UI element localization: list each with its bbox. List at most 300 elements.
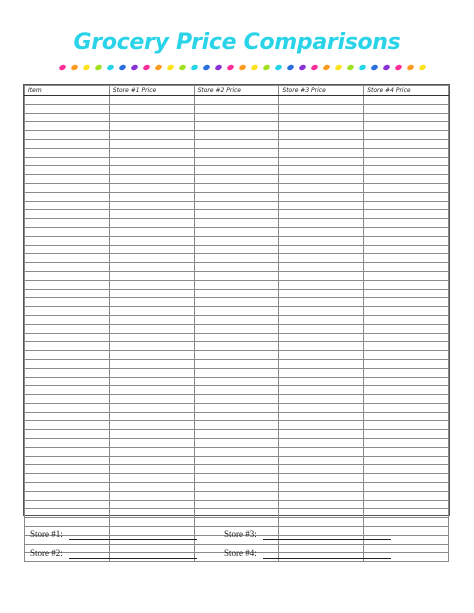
table-cell[interactable]: [279, 227, 364, 236]
table-cell[interactable]: [279, 157, 364, 166]
table-cell[interactable]: [194, 96, 279, 105]
table-cell[interactable]: [364, 518, 449, 527]
table-cell[interactable]: [364, 465, 449, 474]
table-cell[interactable]: [25, 518, 110, 527]
table-cell[interactable]: [25, 245, 110, 254]
table-cell[interactable]: [279, 307, 364, 316]
decorative-dot: [142, 64, 150, 71]
table-cell[interactable]: [279, 456, 364, 465]
table-cell[interactable]: [364, 333, 449, 342]
table-cell[interactable]: [194, 386, 279, 395]
table-cell[interactable]: [109, 104, 194, 113]
table-cell[interactable]: [364, 201, 449, 210]
table-cell[interactable]: [364, 430, 449, 439]
table-cell[interactable]: [364, 412, 449, 421]
column-header-store1-price: Store #1 Price: [109, 86, 194, 96]
table-cell[interactable]: [25, 227, 110, 236]
table-cell[interactable]: [194, 324, 279, 333]
table-cell[interactable]: [364, 377, 449, 386]
table-cell[interactable]: [25, 148, 110, 157]
table-cell[interactable]: [279, 518, 364, 527]
table-cell[interactable]: [364, 447, 449, 456]
table-cell[interactable]: [109, 307, 194, 316]
table-cell[interactable]: [194, 403, 279, 412]
table-cell[interactable]: [279, 166, 364, 175]
table-cell[interactable]: [279, 245, 364, 254]
table-cell[interactable]: [194, 254, 279, 263]
table-cell[interactable]: [364, 324, 449, 333]
table-cell[interactable]: [25, 403, 110, 412]
table-cell[interactable]: [279, 122, 364, 131]
table-cell[interactable]: [109, 236, 194, 245]
table-cell[interactable]: [25, 483, 110, 492]
table-cell[interactable]: [109, 96, 194, 105]
table-cell[interactable]: [194, 236, 279, 245]
table-cell[interactable]: [194, 421, 279, 430]
decorative-dot: [202, 64, 210, 71]
table-cell[interactable]: [109, 386, 194, 395]
table-cell[interactable]: [364, 96, 449, 105]
table-cell[interactable]: [279, 491, 364, 500]
table-cell[interactable]: [364, 509, 449, 518]
table-cell[interactable]: [194, 351, 279, 360]
table-cell[interactable]: [109, 403, 194, 412]
table-cell[interactable]: [279, 139, 364, 148]
table-cell[interactable]: [109, 412, 194, 421]
table-cell[interactable]: [109, 113, 194, 122]
table-cell[interactable]: [25, 254, 110, 263]
table-cell[interactable]: [109, 315, 194, 324]
table-cell[interactable]: [194, 491, 279, 500]
table-cell[interactable]: [25, 439, 110, 448]
table-cell[interactable]: [109, 483, 194, 492]
table-cell[interactable]: [364, 368, 449, 377]
table-cell[interactable]: [194, 500, 279, 509]
table-cell[interactable]: [194, 289, 279, 298]
table-cell[interactable]: [279, 298, 364, 307]
table-cell[interactable]: [25, 166, 110, 175]
table-cell[interactable]: [109, 368, 194, 377]
column-header-store4-price: Store #4 Price: [364, 86, 449, 96]
table-row: [25, 359, 449, 368]
table-cell[interactable]: [25, 395, 110, 404]
table-cell[interactable]: [109, 359, 194, 368]
table-cell[interactable]: [279, 447, 364, 456]
table-cell[interactable]: [364, 456, 449, 465]
table-cell[interactable]: [279, 183, 364, 192]
table-cell[interactable]: [279, 113, 364, 122]
table-cell[interactable]: [279, 421, 364, 430]
table-cell[interactable]: [194, 368, 279, 377]
table-cell[interactable]: [25, 359, 110, 368]
table-row: [25, 421, 449, 430]
table-cell[interactable]: [279, 439, 364, 448]
table-cell[interactable]: [364, 148, 449, 157]
table-row: [25, 368, 449, 377]
table-cell[interactable]: [364, 139, 449, 148]
table-cell[interactable]: [25, 456, 110, 465]
table-cell[interactable]: [25, 122, 110, 131]
table-cell[interactable]: [109, 491, 194, 500]
table-cell[interactable]: [109, 227, 194, 236]
table-cell[interactable]: [279, 395, 364, 404]
table-cell[interactable]: [364, 192, 449, 201]
table-cell[interactable]: [194, 219, 279, 228]
table-cell[interactable]: [194, 395, 279, 404]
table-cell[interactable]: [109, 148, 194, 157]
table-cell[interactable]: [25, 377, 110, 386]
table-cell[interactable]: [109, 183, 194, 192]
table-cell[interactable]: [194, 139, 279, 148]
table-row: [25, 227, 449, 236]
table-cell[interactable]: [194, 359, 279, 368]
table-cell[interactable]: [279, 131, 364, 140]
decorative-dot: [250, 64, 258, 71]
table-cell[interactable]: [25, 157, 110, 166]
table-cell[interactable]: [364, 474, 449, 483]
table-row: [25, 491, 449, 500]
table-row: [25, 210, 449, 219]
table-cell[interactable]: [194, 518, 279, 527]
store1-field: [30, 528, 197, 540]
table-cell[interactable]: [109, 351, 194, 360]
table-cell[interactable]: [194, 245, 279, 254]
table-cell[interactable]: [279, 289, 364, 298]
table-cell[interactable]: [364, 289, 449, 298]
table-cell[interactable]: [364, 236, 449, 245]
table-cell[interactable]: [364, 113, 449, 122]
store4-blank-line[interactable]: [263, 549, 391, 559]
table-row: [25, 192, 449, 201]
table-cell[interactable]: [279, 315, 364, 324]
table-cell[interactable]: [25, 280, 110, 289]
table-cell[interactable]: [25, 324, 110, 333]
table-cell[interactable]: [109, 518, 194, 527]
table-row: [25, 483, 449, 492]
column-header-store2-price: Store #2 Price: [194, 86, 279, 96]
decorative-dot: [346, 64, 354, 71]
table-cell[interactable]: [25, 412, 110, 421]
table-cell[interactable]: [109, 280, 194, 289]
table-row: [25, 148, 449, 157]
table-cell[interactable]: [194, 148, 279, 157]
table-cell[interactable]: [109, 395, 194, 404]
decorative-dot: [106, 64, 114, 71]
table-row: [25, 509, 449, 518]
table-cell[interactable]: [194, 157, 279, 166]
table-cell[interactable]: [364, 210, 449, 219]
table-cell[interactable]: [194, 483, 279, 492]
table-cell[interactable]: [109, 201, 194, 210]
table-cell[interactable]: [109, 166, 194, 175]
table-cell[interactable]: [25, 474, 110, 483]
table-cell[interactable]: [194, 183, 279, 192]
table-cell[interactable]: [279, 280, 364, 289]
table-cell[interactable]: [194, 122, 279, 131]
store2-blank-line[interactable]: [69, 549, 197, 559]
table-cell[interactable]: [25, 271, 110, 280]
table-cell[interactable]: [25, 175, 110, 184]
table-cell[interactable]: [109, 175, 194, 184]
table-cell[interactable]: [109, 500, 194, 509]
table-cell[interactable]: [279, 509, 364, 518]
table-cell[interactable]: [194, 263, 279, 272]
store3-blank-line[interactable]: [263, 530, 391, 540]
table-cell[interactable]: [25, 201, 110, 210]
table-cell[interactable]: [25, 113, 110, 122]
table-cell[interactable]: [109, 465, 194, 474]
table-row: [25, 139, 449, 148]
table-row: [25, 201, 449, 210]
table-cell[interactable]: [279, 219, 364, 228]
table-cell[interactable]: [109, 456, 194, 465]
table-cell[interactable]: [279, 403, 364, 412]
table-cell[interactable]: [109, 333, 194, 342]
table-cell[interactable]: [109, 430, 194, 439]
table-cell[interactable]: [364, 227, 449, 236]
price-comparison-sheet: [23, 84, 450, 516]
table-cell[interactable]: [279, 210, 364, 219]
table-cell[interactable]: [364, 104, 449, 113]
table-cell[interactable]: [25, 386, 110, 395]
table-cell[interactable]: [194, 280, 279, 289]
table-cell[interactable]: [25, 500, 110, 509]
decorative-dot: [358, 64, 366, 71]
table-cell[interactable]: [25, 465, 110, 474]
table-cell[interactable]: [109, 131, 194, 140]
table-cell[interactable]: [194, 227, 279, 236]
decorative-dot: [118, 64, 126, 71]
table-cell[interactable]: [25, 210, 110, 219]
table-cell[interactable]: [194, 509, 279, 518]
table-cell[interactable]: [279, 324, 364, 333]
table-cell[interactable]: [194, 298, 279, 307]
table-cell[interactable]: [25, 236, 110, 245]
decorative-dot: [166, 64, 174, 71]
table-cell[interactable]: [194, 201, 279, 210]
table-cell[interactable]: [25, 421, 110, 430]
table-cell[interactable]: [364, 131, 449, 140]
table-cell[interactable]: [364, 157, 449, 166]
table-cell[interactable]: [25, 96, 110, 105]
table-cell[interactable]: [364, 351, 449, 360]
table-cell[interactable]: [364, 359, 449, 368]
table-row: [25, 395, 449, 404]
table-row: [25, 342, 449, 351]
table-cell[interactable]: [25, 430, 110, 439]
table-cell[interactable]: [109, 377, 194, 386]
table-cell[interactable]: [364, 395, 449, 404]
table-row: [25, 333, 449, 342]
table-row: [25, 289, 449, 298]
decorative-dot: [214, 64, 222, 71]
table-cell[interactable]: [279, 483, 364, 492]
table-cell[interactable]: [279, 104, 364, 113]
table-cell[interactable]: [25, 333, 110, 342]
table-cell[interactable]: [279, 201, 364, 210]
table-cell[interactable]: [109, 289, 194, 298]
table-cell[interactable]: [194, 333, 279, 342]
table-cell[interactable]: [194, 315, 279, 324]
table-row: [25, 245, 449, 254]
table-cell[interactable]: [364, 439, 449, 448]
decorative-dot: [418, 64, 426, 71]
table-cell[interactable]: [194, 104, 279, 113]
table-cell[interactable]: [364, 219, 449, 228]
table-cell[interactable]: [25, 342, 110, 351]
table-row: [25, 157, 449, 166]
table-cell[interactable]: [194, 342, 279, 351]
table-cell[interactable]: [109, 210, 194, 219]
table-cell[interactable]: [279, 333, 364, 342]
decorative-dot: [178, 64, 186, 71]
table-cell[interactable]: [364, 298, 449, 307]
table-cell[interactable]: [109, 192, 194, 201]
table-cell[interactable]: [279, 236, 364, 245]
table-cell[interactable]: [109, 324, 194, 333]
table-cell[interactable]: [364, 175, 449, 184]
table-cell[interactable]: [279, 148, 364, 157]
table-cell[interactable]: [364, 315, 449, 324]
table-cell[interactable]: [194, 175, 279, 184]
table-cell[interactable]: [194, 113, 279, 122]
table-row: [25, 456, 449, 465]
table-cell[interactable]: [25, 315, 110, 324]
table-cell[interactable]: [364, 403, 449, 412]
table-cell[interactable]: [279, 175, 364, 184]
table-cell[interactable]: [109, 122, 194, 131]
table-cell[interactable]: [25, 192, 110, 201]
table-cell[interactable]: [25, 131, 110, 140]
table-cell[interactable]: [109, 245, 194, 254]
table-cell[interactable]: [364, 280, 449, 289]
table-cell[interactable]: [25, 509, 110, 518]
table-cell[interactable]: [109, 271, 194, 280]
table-cell[interactable]: [194, 474, 279, 483]
table-row: [25, 175, 449, 184]
table-cell[interactable]: [109, 139, 194, 148]
decorative-dot: [382, 64, 390, 71]
table-row: [25, 219, 449, 228]
table-cell[interactable]: [25, 139, 110, 148]
table-cell[interactable]: [364, 483, 449, 492]
table-row: [25, 412, 449, 421]
table-cell[interactable]: [25, 219, 110, 228]
table-cell[interactable]: [364, 263, 449, 272]
table-row: [25, 465, 449, 474]
table-cell[interactable]: [279, 430, 364, 439]
table-cell[interactable]: [364, 166, 449, 175]
table-cell[interactable]: [279, 465, 364, 474]
table-cell[interactable]: [194, 166, 279, 175]
table-cell[interactable]: [194, 447, 279, 456]
table-cell[interactable]: [25, 491, 110, 500]
table-cell[interactable]: [109, 421, 194, 430]
table-cell[interactable]: [364, 307, 449, 316]
table-cell[interactable]: [25, 183, 110, 192]
table-cell[interactable]: [194, 465, 279, 474]
table-cell[interactable]: [109, 342, 194, 351]
table-cell[interactable]: [194, 430, 279, 439]
decorative-dot: [262, 64, 270, 71]
table-cell[interactable]: [109, 157, 194, 166]
table-cell[interactable]: [109, 219, 194, 228]
table-cell[interactable]: [109, 298, 194, 307]
table-cell[interactable]: [25, 307, 110, 316]
table-row: [25, 324, 449, 333]
table-cell[interactable]: [109, 439, 194, 448]
table-cell[interactable]: [194, 377, 279, 386]
table-cell[interactable]: [364, 245, 449, 254]
table-cell[interactable]: [194, 210, 279, 219]
table-cell[interactable]: [25, 263, 110, 272]
table-cell[interactable]: [279, 377, 364, 386]
table-cell[interactable]: [279, 263, 364, 272]
decorative-dot: [70, 64, 78, 71]
table-cell[interactable]: [279, 359, 364, 368]
table-cell[interactable]: [25, 298, 110, 307]
table-cell[interactable]: [279, 254, 364, 263]
table-cell[interactable]: [109, 254, 194, 263]
table-row: [25, 271, 449, 280]
table-cell[interactable]: [364, 491, 449, 500]
decorative-dot: [394, 64, 402, 71]
table-row: [25, 280, 449, 289]
table-cell[interactable]: [25, 447, 110, 456]
column-header-item: Item: [25, 86, 110, 96]
table-cell[interactable]: [364, 386, 449, 395]
table-cell[interactable]: [25, 368, 110, 377]
table-cell[interactable]: [279, 342, 364, 351]
decorative-dot-divider: [59, 64, 429, 72]
table-cell[interactable]: [194, 131, 279, 140]
table-cell[interactable]: [109, 509, 194, 518]
table-cell[interactable]: [279, 386, 364, 395]
table-cell[interactable]: [25, 289, 110, 298]
table-cell[interactable]: [109, 474, 194, 483]
table-cell[interactable]: [279, 368, 364, 377]
table-cell[interactable]: [279, 192, 364, 201]
table-cell[interactable]: [25, 351, 110, 360]
table-cell[interactable]: [194, 307, 279, 316]
table-cell[interactable]: [279, 271, 364, 280]
table-cell[interactable]: [279, 96, 364, 105]
table-cell[interactable]: [109, 447, 194, 456]
store1-blank-line[interactable]: [69, 530, 197, 540]
store2-field: [30, 547, 197, 559]
table-cell[interactable]: [364, 122, 449, 131]
table-cell[interactable]: [364, 183, 449, 192]
table-cell[interactable]: [364, 271, 449, 280]
store1-label: Store #1:: [30, 529, 63, 539]
table-cell[interactable]: [364, 254, 449, 263]
table-cell[interactable]: [364, 500, 449, 509]
table-cell[interactable]: [279, 500, 364, 509]
table-cell[interactable]: [194, 192, 279, 201]
table-cell[interactable]: [364, 421, 449, 430]
table-cell[interactable]: [194, 439, 279, 448]
table-cell[interactable]: [109, 263, 194, 272]
page-title: Grocery Price Comparisons: [73, 30, 401, 55]
table-cell[interactable]: [279, 474, 364, 483]
table-cell[interactable]: [194, 271, 279, 280]
table-cell[interactable]: [279, 351, 364, 360]
table-cell[interactable]: [25, 104, 110, 113]
table-cell[interactable]: [194, 412, 279, 421]
table-cell[interactable]: [279, 412, 364, 421]
table-cell[interactable]: [364, 342, 449, 351]
table-cell[interactable]: [194, 456, 279, 465]
